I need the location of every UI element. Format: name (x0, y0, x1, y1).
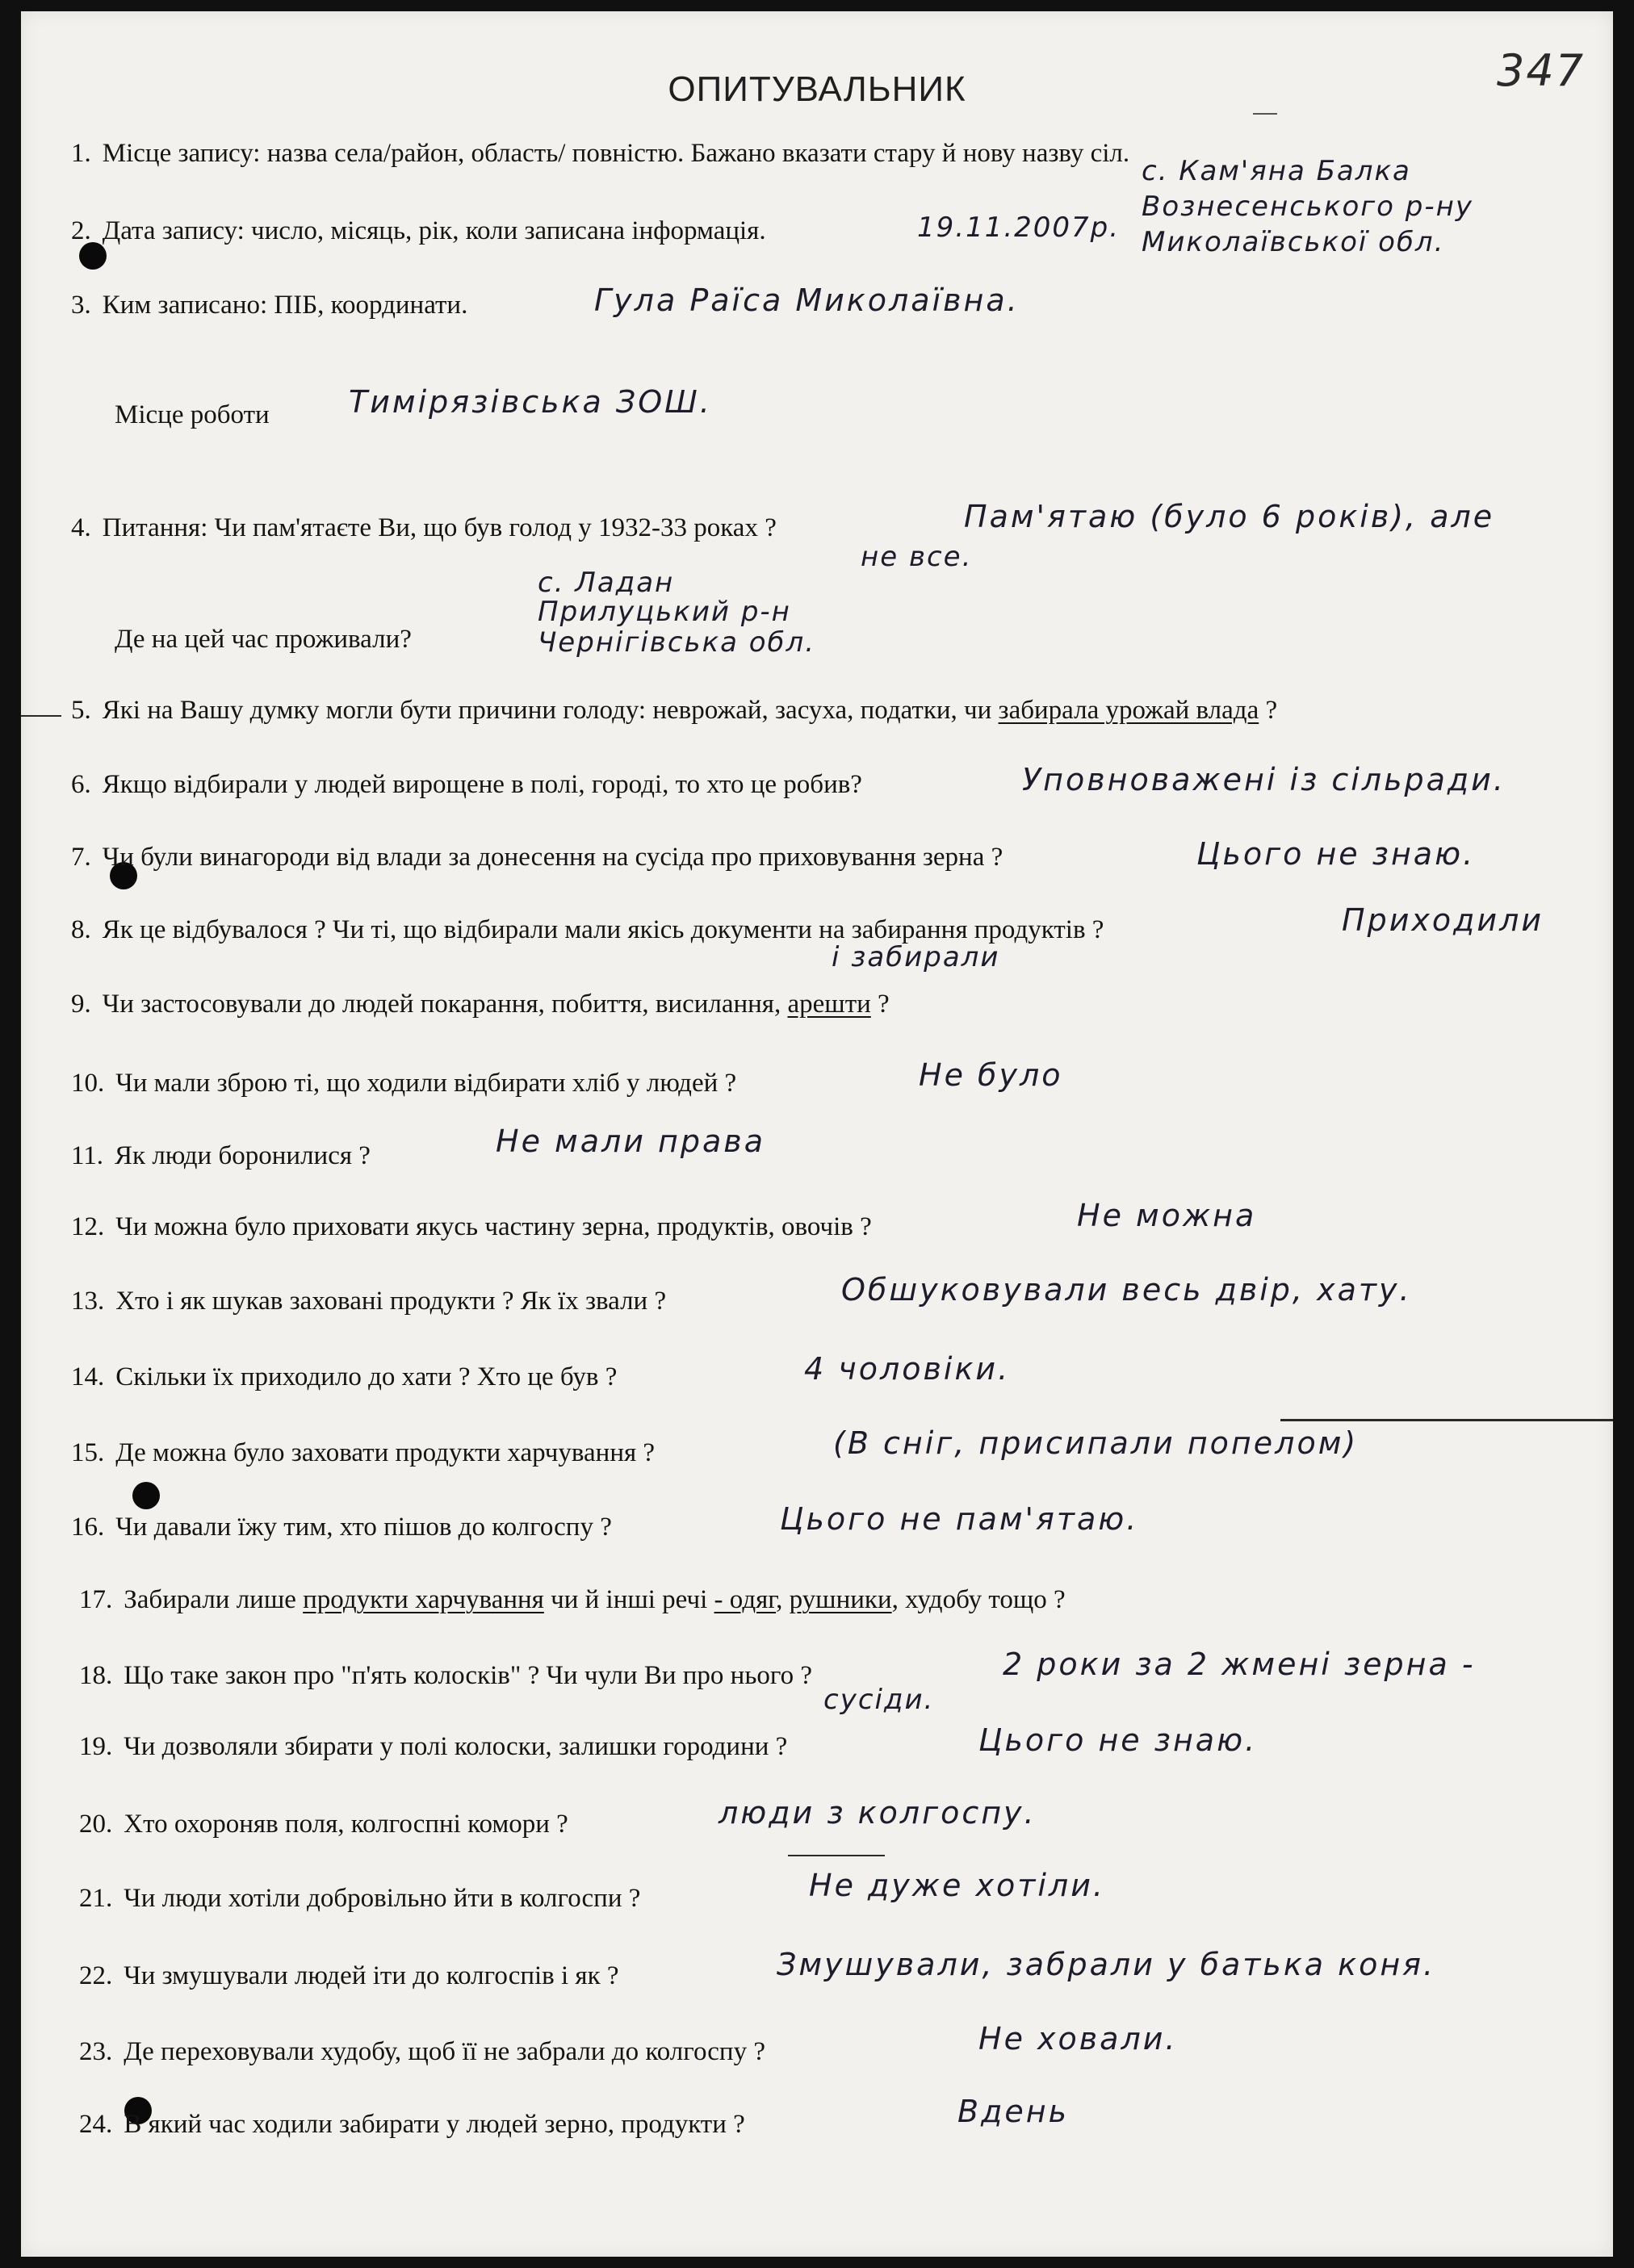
question-17: 17. Забирали лише продукти харчування чи й інші речі - одяг, рушники, худобу тощо ? (79, 1585, 1066, 1614)
question-23: 23. Де переховували худобу, щоб її не забрали до колгоспу ? (79, 2037, 765, 2066)
answer-15: (В сніг, присипали попелом) (833, 1425, 1359, 1461)
strike-line (1280, 1419, 1613, 1421)
question-18: 18. Що таке закон про "п'ять колосків" ? Чи чули Ви про нього ? (79, 1661, 812, 1690)
question-4: 4. Питання: Чи пам'ятаєте Ви, що був голод у 1932-33 роках ? (71, 513, 777, 542)
answer-workplace: Тимірязівська ЗОШ. (349, 384, 712, 420)
answer-12: Не можна (1077, 1198, 1257, 1233)
answer-11: Не мали права (496, 1124, 765, 1159)
answer-21: Не дуже хотіли. (809, 1868, 1105, 1903)
question-5: 5. Які на Вашу думку могли бути причини голоду: неврожай, засуха, податки, чи забирала урожай влада ? (71, 696, 1278, 725)
punch-hole (132, 1482, 160, 1509)
question-11: 11. Як люди боронилися ? (71, 1141, 371, 1170)
answer-20: люди з колгоспу. (719, 1795, 1037, 1831)
answer-date: 19.11.2007р. (917, 211, 1121, 244)
question-19: 19. Чи дозволяли збирати у полі колоски, залишки городини ? (79, 1732, 788, 1761)
question-16: 16. Чи давали їжу тим, хто пішов до колгоспу ? (71, 1513, 612, 1542)
answer-4-line1: Пам'ятаю (було 6 років), але (964, 499, 1495, 534)
answer-18-line2: сусіди. (823, 1684, 935, 1716)
question-24: 24. В який час ходили забирати у людей зерно, продукти ? (79, 2110, 745, 2139)
question-13: 13. Хто і як шукав заховані продукти ? Як їх звали ? (71, 1287, 667, 1316)
answer-8-line1: Приходили (1342, 902, 1544, 938)
answer-place-line1: с. Кам'яна Балка (1142, 155, 1411, 187)
pen-mark (21, 715, 61, 717)
residence-label: Де на цей час проживали? (115, 625, 412, 654)
question-2: 2. Дата запису: число, місяць, рік, коли записана інформація. (71, 216, 766, 245)
answer-residence-line1: с. Ладан (538, 567, 675, 599)
question-7: 7. Чи були винагороди від влади за донесення на сусіда про приховування зерна ? (71, 843, 1003, 872)
answer-14: 4 чоловіки. (804, 1351, 1011, 1387)
pen-dash-mark (1253, 113, 1277, 115)
question-14: 14. Скільки їх приходило до хати ? Хто це був ? (71, 1362, 618, 1391)
punch-hole (79, 242, 107, 270)
question-6: 6. Якщо відбирали у людей вирощене в полі, городі, то хто це робив? (71, 770, 862, 799)
question-3: 3. Ким записано: ПІБ, координати. (71, 291, 468, 320)
question-8: 8. Як це відбувалося ? Чи ті, що відбирали мали якісь документи на забирання продуктів ? (71, 915, 1104, 944)
page-number: 347 (1497, 45, 1586, 96)
answer-4-line2: не все. (861, 541, 973, 573)
pen-mark (788, 1855, 885, 1856)
answer-residence-line2: Прилуцький р-н (538, 596, 791, 628)
answer-author: Гула Раїса Миколаївна. (594, 282, 1020, 318)
question-9: 9. Чи застосовували до людей покарання, побиття, висилання, арешти ? (71, 990, 890, 1019)
answer-24: Вдень (957, 2094, 1069, 2129)
answer-19: Цього не знаю. (978, 1722, 1258, 1758)
question-21: 21. Чи люди хотіли добровільно йти в колгоспи ? (79, 1884, 641, 1913)
question-20: 20. Хто охороняв поля, колгоспні комори ? (79, 1810, 568, 1839)
answer-place-line3: Миколаївської обл. (1142, 226, 1445, 258)
answer-residence-line3: Чернігівська обл. (538, 626, 816, 659)
page-title: ОПИТУВАЛЬНИК (668, 69, 966, 109)
question-10: 10. Чи мали зброю ті, що ходили відбирати хліб у людей ? (71, 1069, 737, 1098)
question-22: 22. Чи змушували людей іти до колгоспів і як ? (79, 1961, 619, 1990)
questionnaire-page (21, 11, 1613, 2257)
answer-place-line2: Вознесенського р-ну (1142, 190, 1473, 223)
answer-18-line1: 2 роки за 2 жмені зерна - (1003, 1647, 1476, 1682)
answer-6: Уповноважені із сільради. (1022, 762, 1506, 797)
question-12: 12. Чи можна було приховати якусь частину зерна, продуктів, овочів ? (71, 1212, 872, 1241)
question-15: 15. Де можна було заховати продукти харчування ? (71, 1438, 656, 1467)
answer-10: Не було (919, 1057, 1063, 1093)
answer-13: Обшуковували весь двір, хату. (841, 1272, 1412, 1308)
answer-23: Не ховали. (978, 2021, 1178, 2057)
answer-22: Змушували, забрали у батька коня. (777, 1947, 1436, 1982)
question-1: 1. Місце запису: назва села/район, область/ повністю. Бажано вказати стару й нову назву сіл. (71, 139, 1130, 168)
answer-7: Цього не знаю. (1196, 836, 1476, 872)
answer-16: Цього не пам'ятаю. (780, 1501, 1139, 1537)
answer-8-line2: і забирали (832, 941, 1000, 973)
workplace-label: Місце роботи (115, 400, 270, 429)
